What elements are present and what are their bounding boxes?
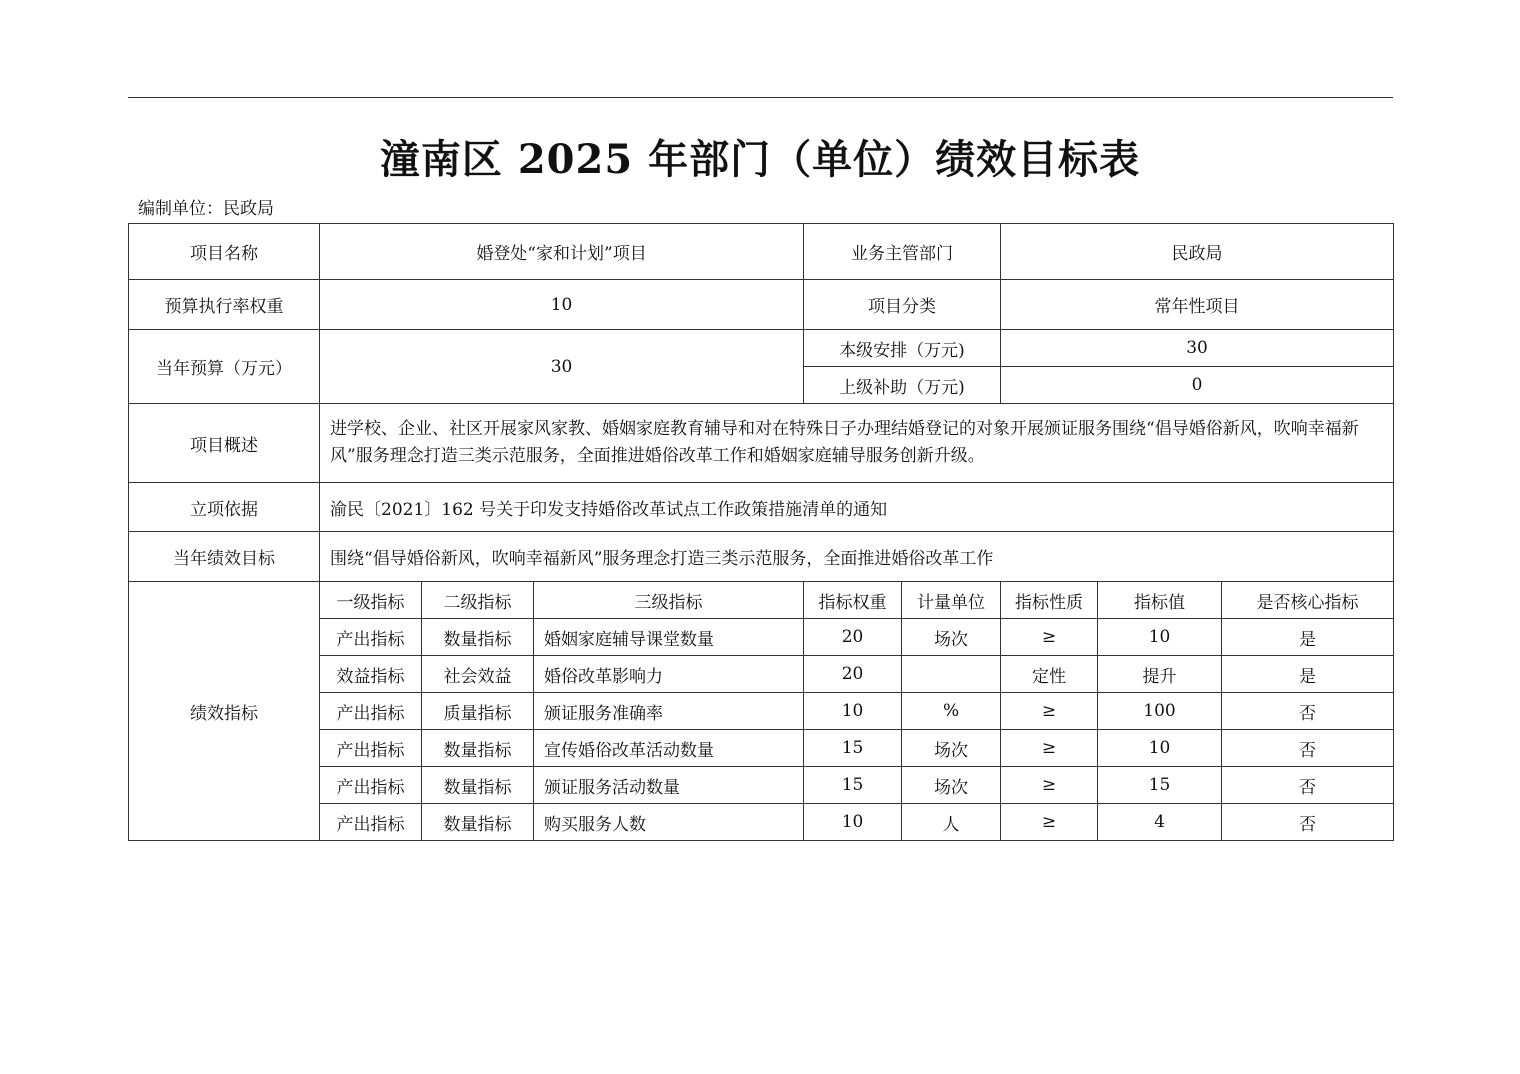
overview-text: 进学校、企业、社区开展家风家教、婚姻家庭教育辅导和对在特殊日子办理结婚登记的对象开展颁证服务围绕“倡导婚俗新风，吹响幸福新风”服务理念打造三类示范服务，全面推进婚俗改革工作和婚姻家庭辅导服务创新升级。 — [320, 404, 1394, 483]
level1-cell: 产出指标 — [320, 767, 422, 804]
header-level1: 一级指标 — [320, 582, 422, 619]
header-value: 指标值 — [1098, 582, 1222, 619]
local-label: 本级安排（万元) — [804, 330, 1001, 367]
level2-cell: 数量指标 — [422, 804, 534, 841]
weight-cell: 20 — [804, 619, 902, 656]
goal-text: 围绕“倡导婚俗新风，吹响幸福新风”服务理念打造三类示范服务，全面推进婚俗改革工作 — [320, 532, 1394, 582]
upper-label: 上级补助（万元) — [804, 367, 1001, 404]
unit-cell: 场次 — [902, 619, 1001, 656]
indicator-label: 绩效指标 — [129, 582, 320, 841]
nature-cell: ≥ — [1001, 619, 1098, 656]
weight-cell: 15 — [804, 767, 902, 804]
header-weight: 指标权重 — [804, 582, 902, 619]
upper-value: 0 — [1001, 367, 1394, 404]
header-level3: 三级指标 — [534, 582, 804, 619]
level2-cell: 质量指标 — [422, 693, 534, 730]
top-rule — [128, 97, 1393, 98]
basis-label: 立项依据 — [129, 483, 320, 532]
basis-text: 渝民〔2021〕162 号关于印发支持婚俗改革试点工作政策措施清单的通知 — [320, 483, 1394, 532]
nature-cell: ≥ — [1001, 804, 1098, 841]
level1-cell: 效益指标 — [320, 656, 422, 693]
level2-cell: 数量指标 — [422, 730, 534, 767]
unit-cell: % — [902, 693, 1001, 730]
nature-cell: 定性 — [1001, 656, 1098, 693]
value-cell: 4 — [1098, 804, 1222, 841]
dept-value: 民政局 — [1001, 224, 1394, 280]
unit-cell — [902, 656, 1001, 693]
page-title: 潼南区 2025 年部门（单位）绩效目标表 — [379, 136, 1141, 183]
value-cell: 100 — [1098, 693, 1222, 730]
budget-value: 30 — [320, 330, 804, 404]
weight-cell: 15 — [804, 730, 902, 767]
level3-cell: 购买服务人数 — [534, 804, 804, 841]
level1-cell: 产出指标 — [320, 619, 422, 656]
level3-cell: 婚俗改革影响力 — [534, 656, 804, 693]
level1-cell: 产出指标 — [320, 693, 422, 730]
unit-cell: 场次 — [902, 730, 1001, 767]
nature-cell: ≥ — [1001, 730, 1098, 767]
value-cell: 10 — [1098, 619, 1222, 656]
level2-cell: 数量指标 — [422, 619, 534, 656]
project-name-label: 项目名称 — [129, 224, 320, 280]
weight-cell: 20 — [804, 656, 902, 693]
header-nature: 指标性质 — [1001, 582, 1098, 619]
unit-cell: 人 — [902, 804, 1001, 841]
core-cell: 否 — [1222, 804, 1394, 841]
unit-cell: 场次 — [902, 767, 1001, 804]
category-value: 常年性项目 — [1001, 280, 1394, 330]
value-cell: 15 — [1098, 767, 1222, 804]
performance-table — [128, 223, 1394, 841]
goal-label: 当年绩效目标 — [129, 532, 320, 582]
project-name: 婚登处“家和计划”项目 — [320, 224, 804, 280]
level1-cell: 产出指标 — [320, 730, 422, 767]
value-cell: 提升 — [1098, 656, 1222, 693]
level2-cell: 社会效益 — [422, 656, 534, 693]
local-value: 30 — [1001, 330, 1394, 367]
category-label: 项目分类 — [804, 280, 1001, 330]
weight-cell: 10 — [804, 693, 902, 730]
header-level2: 二级指标 — [422, 582, 534, 619]
level1-cell: 产出指标 — [320, 804, 422, 841]
core-cell: 否 — [1222, 767, 1394, 804]
value-cell: 10 — [1098, 730, 1222, 767]
core-cell: 否 — [1222, 693, 1394, 730]
header-core: 是否核心指标 — [1222, 582, 1394, 619]
level3-cell: 宣传婚俗改革活动数量 — [534, 730, 804, 767]
exec-weight-label: 预算执行率权重 — [129, 280, 320, 330]
level3-cell: 颁证服务活动数量 — [534, 767, 804, 804]
core-cell: 是 — [1222, 619, 1394, 656]
level2-cell: 数量指标 — [422, 767, 534, 804]
core-cell: 否 — [1222, 730, 1394, 767]
level3-cell: 婚姻家庭辅导课堂数量 — [534, 619, 804, 656]
weight-cell: 10 — [804, 804, 902, 841]
core-cell: 是 — [1222, 656, 1394, 693]
exec-weight-value: 10 — [320, 280, 804, 330]
overview-label: 项目概述 — [129, 404, 320, 483]
header-unit: 计量单位 — [902, 582, 1001, 619]
nature-cell: ≥ — [1001, 767, 1098, 804]
nature-cell: ≥ — [1001, 693, 1098, 730]
compiling-unit: 编制单位：民政局 — [138, 199, 274, 219]
budget-label: 当年预算（万元） — [129, 330, 320, 404]
level3-cell: 颁证服务准确率 — [534, 693, 804, 730]
dept-label: 业务主管部门 — [804, 224, 1001, 280]
